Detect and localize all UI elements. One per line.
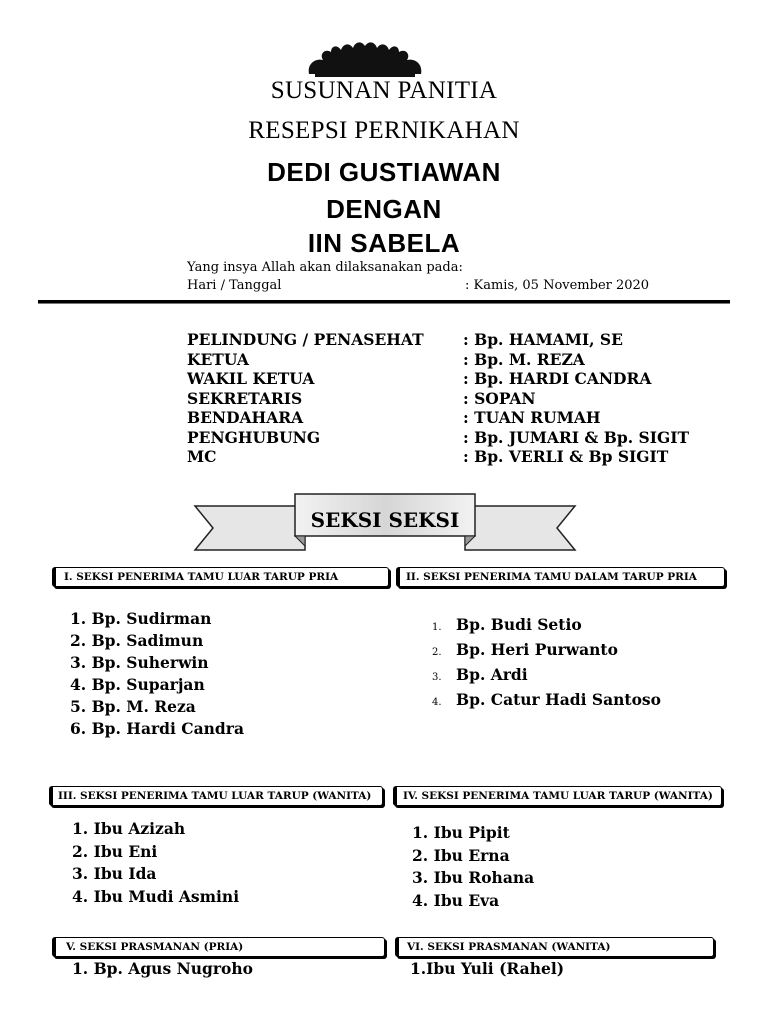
banner-title: SEKSI SEKSI [310,508,460,532]
section-list-5 [72,958,253,981]
conjunction: DENGAN [326,194,442,224]
list-item [432,639,661,664]
committee-role: PELINDUNG / PENASEHAT [187,330,424,349]
divider-line [38,300,730,304]
list-number: 1. [432,622,442,633]
committee-name: : Bp. HAMAMI, SE [463,330,623,349]
list-item [432,689,661,714]
committee-name: : TUAN RUMAH [463,408,601,427]
section-header-5: V. SEKSI PRASMANAN (PRIA) [52,937,385,957]
list-item: 4. Ibu Eva [412,890,500,910]
list-item: 1. Bp. Agus Nugroho [72,959,253,978]
committee-name: : Bp. HARDI CANDRA [463,369,652,388]
list-text: Bp. Ardi [456,665,528,684]
list-item: 3. Ibu Rohana [412,868,535,887]
section-list-4 [412,822,534,912]
list-item [432,614,661,639]
section-list-3 [72,818,239,908]
date-value: : Kamis, 05 November 2020 [465,278,650,293]
list-item: 2. Ibu Erna [412,845,510,865]
list-item: 1. Bp. Sudirman [70,609,212,628]
committee-name: : Bp. JUMARI & Bp. SIGIT [463,427,689,447]
list-item: 1. Ibu Pipit [412,823,510,842]
list-item: 1.Ibu Yuli (Rahel) [410,959,565,978]
committee-names [463,330,689,467]
list-text: Bp. Heri Purwanto [456,640,618,659]
committee-role: KETUA [187,349,249,369]
list-text: Bp. Budi Setio [456,615,582,634]
list-item: 4. Bp. Suparjan [70,675,205,694]
list-item: 3. Bp. Suherwin [70,653,209,672]
list-number: 4. [432,697,442,708]
list-number: 2. [432,647,442,658]
groom-name: DEDI GUSTIAWAN [267,157,501,187]
list-text: Bp. Catur Hadi Santoso [456,690,661,709]
committee-role: PENGHUBUNG [187,427,321,447]
section-header-4: IV. SEKSI PENERIMA TAMU LUAR TARUP (WANITA) [393,786,722,806]
section-header-2: II. SEKSI PENERIMA TAMU DALAM TARUP PRIA [396,567,725,587]
list-item: 5. Bp. M. Reza [70,697,196,716]
list-item: 2. Bp. Sadimun [70,631,204,650]
list-item: 1. Ibu Azizah [72,819,186,838]
committee-role: BENDAHARA [187,408,304,427]
committee-role: SEKRETARIS [187,388,303,408]
list-number: 3. [432,672,442,683]
list-item [432,664,661,689]
committee-name: : SOPAN [463,388,536,408]
section-header-6: VI. SEKSI PRASMANAN (WANITA) [395,937,714,957]
bride-name: IIN SABELA [307,228,461,258]
intro-text: Yang insya Allah akan dilaksanakan pada: [187,260,463,275]
list-item: 2. Ibu Eni [72,841,158,861]
committee-roles [187,330,424,467]
title-resepsi-pernikahan: RESEPSI PERNIKAHAN [248,117,520,144]
list-item: 6. Bp. Hardi Candra [70,719,244,738]
committee-name: : Bp. VERLI & Bp SIGIT [463,447,669,466]
section-header-1: I. SEKSI PENERIMA TAMU LUAR TARUP PRIA [52,567,389,587]
section-list-6 [410,958,564,981]
crown-ornament-icon [305,40,425,78]
date-label: Hari / Tanggal [187,278,282,293]
list-item: 4. Ibu Mudi Asmini [72,886,240,906]
committee-name: : Bp. M. REZA [463,349,585,369]
section-header-3: III. SEKSI PENERIMA TAMU LUAR TARUP (WANITA) [49,786,383,806]
section-list-2 [432,614,661,714]
list-item: 3. Ibu Ida [72,864,157,883]
committee-role: MC [187,447,217,466]
committee-role: WAKIL KETUA [187,369,315,388]
title-susunan-panitia: SUSUNAN PANITIA [270,77,498,104]
section-list-1 [70,608,244,740]
